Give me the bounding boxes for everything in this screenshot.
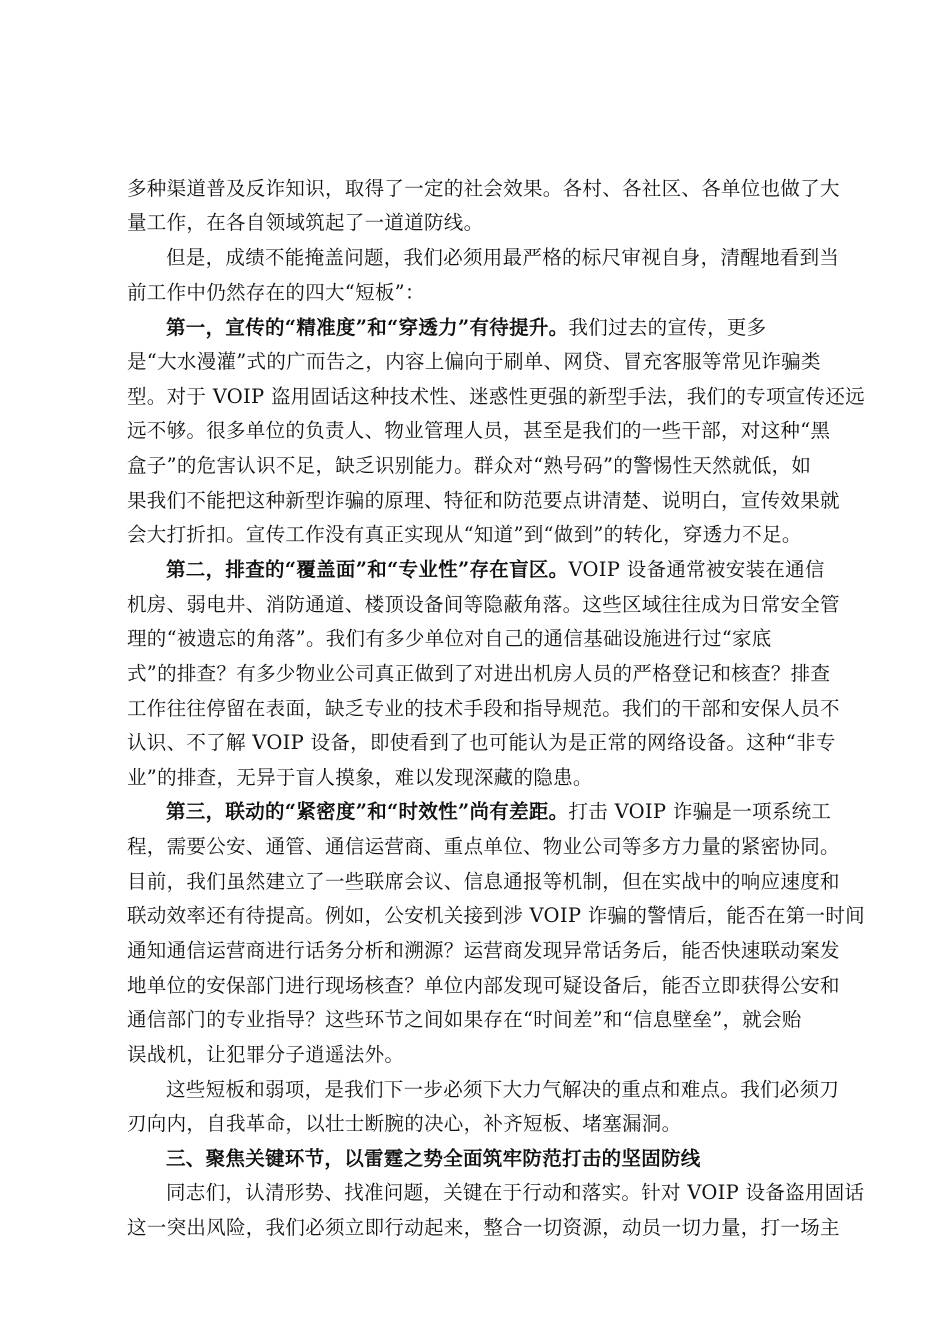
section-first-line bbox=[166, 558, 825, 582]
section-first-line bbox=[166, 316, 766, 340]
section-text: 我们过去的宣传，更多 bbox=[568, 316, 767, 339]
chapter-heading: 三、聚焦关键环节，以雷霆之势全面筑牢防范打击的坚固防线 bbox=[166, 1147, 701, 1170]
text-line: 这一突出风险，我们必须立即行动起来，整合一切资源，动员一切力量，打一场主 bbox=[127, 1216, 840, 1239]
text-line: 联动效率还有待提高。例如，公安机关接到涉 VOIP 诈骗的警情后，能否在第一时间 bbox=[127, 904, 865, 927]
text-line: 工作往往停留在表面，缺乏专业的技术手段和指导规范。我们的干部和安保人员不 bbox=[127, 697, 840, 720]
section-heading: 第二，排查的“覆盖面”和“专业性”存在盲区。 bbox=[166, 558, 569, 581]
text-line: 地单位的安保部门进行现场核查？单位内部发现可疑设备后，能否立即获得公安和 bbox=[127, 974, 840, 997]
text-line: 程，需要公安、通管、通信运营商、重点单位、物业公司等多方力量的紧密协同。 bbox=[127, 835, 840, 858]
text-line: 前工作中仍然存在的四大“短板”： bbox=[127, 281, 425, 304]
text-line: 认识、不了解 VOIP 设备，即使看到了也可能认为是正常的网络设备。这种“非专 bbox=[127, 731, 836, 754]
text-line: 但是，成绩不能掩盖问题，我们必须用最严格的标尺审视自身，清醒地看到当 bbox=[166, 246, 840, 269]
text-line: 式”的排查？有多少物业公司真正做到了对进出机房人员的严格登记和核查？排查 bbox=[127, 662, 831, 685]
text-line: 业”的排查，无异于盲人摸象，难以发现深藏的隐患。 bbox=[127, 766, 593, 789]
section-heading: 第三，联动的“紧密度”和“时效性”尚有差距。 bbox=[166, 800, 569, 823]
section-text: VOIP 设备通常被安装在通信 bbox=[568, 558, 825, 581]
text-line: 盒子”的危害认识不足，缺乏识别能力。群众对“熟号码”的警惕性天然就低，如 bbox=[127, 454, 812, 477]
text-line: 果我们不能把这种新型诈骗的原理、特征和防范要点讲清楚、说明白，宣传效果就 bbox=[127, 489, 840, 512]
section-text: 打击 VOIP 诈骗是一项系统工 bbox=[568, 800, 832, 823]
text-line: 误战机，让犯罪分子逍遥法外。 bbox=[127, 1043, 405, 1066]
text-line: 这些短板和弱项，是我们下一步必须下大力气解决的重点和难点。我们必须刀 bbox=[166, 1078, 840, 1101]
text-line: 会大打折扣。宣传工作没有真正实现从“知道”到“做到”的转化，穿透力不足。 bbox=[127, 523, 802, 546]
text-line: 多种渠道普及反诈知识，取得了一定的社会效果。各村、各社区、各单位也做了大 bbox=[127, 177, 840, 200]
text-line: 目前，我们虽然建立了一些联席会议、信息通报等机制，但在实战中的响应速度和 bbox=[127, 870, 840, 893]
text-line: 理的“被遗忘的角落”。我们有多少单位对自己的通信基础设施进行过“家底 bbox=[127, 627, 772, 650]
text-line: 通知通信运营商进行话务分析和溯源？运营商发现异常话务后，能否快速联动案发 bbox=[127, 939, 840, 962]
text-line: 机房、弱电井、消防通道、楼顶设备间等隐蔽角落。这些区域往往成为日常安全管 bbox=[127, 593, 840, 616]
text-line: 远不够。很多单位的负责人、物业管理人员，甚至是我们的一些干部，对这种“黑 bbox=[127, 419, 831, 442]
text-line: 型。对于 VOIP 盗用固话这种技术性、迷惑性更强的新型手法，我们的专项宣传还远 bbox=[127, 385, 865, 408]
text-line: 量工作，在各自领域筑起了一道道防线。 bbox=[127, 211, 484, 234]
text-line: 通信部门的专业指导？这些环节之间如果存在“时间差”和“信息壁垒”，就会贻 bbox=[127, 1008, 802, 1031]
text-line: 同志们，认清形势、找准问题，关键在于行动和落实。针对 VOIP 设备盗用固话 bbox=[166, 1181, 865, 1204]
text-line: 刃向内，自我革命，以壮士断腕的决心，补齐短板、堵塞漏洞。 bbox=[127, 1112, 682, 1135]
section-first-line bbox=[166, 800, 831, 824]
text-line: 是“大水漫灌”式的广而告之，内容上偏向于刷单、网贷、冒充客服等常见诈骗类 bbox=[127, 350, 821, 373]
section-heading: 第一，宣传的“精准度”和“穿透力”有待提升。 bbox=[166, 316, 569, 339]
